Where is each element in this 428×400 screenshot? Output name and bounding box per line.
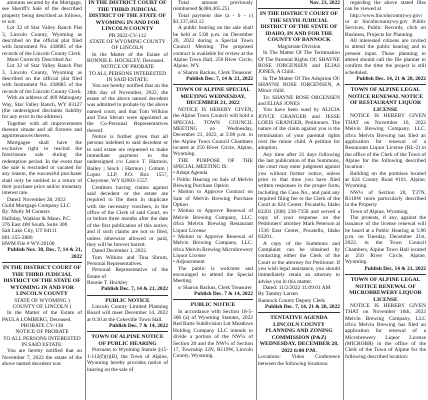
notice-paragraph: http://www.lincolncountywy.gov/ or at lincolncountywy.gov Public Services, Public Records, click on Business, Projects for Planning.	[345, 12, 426, 38]
notice-separator	[173, 299, 253, 300]
notice-paragraph: A public hearing on the sale shall be held at 5:00 p.m. on December 20, 2022 during a Special Town Council Meeting. The proposed contract is available for review at the Alpine Town Hall, 250 River Circle, Alpine, WY.	[173, 25, 253, 70]
notice-separator	[345, 274, 426, 275]
notice-paragraph: You are hereby notified that on the 28th day of November, 2022, the estate of the above named decedent was admitted to probate by the above named court, and that Tom Wilkins and Tina Shrum were appointed as the Co-Personal Representatives thereof.	[87, 83, 168, 134]
notice-line: HWM File # WY-20100	[2, 241, 55, 248]
publication-dates: Publish Dec. 7 & 14, 2022	[194, 290, 253, 297]
notice-separator	[173, 84, 253, 85]
notice-paragraph: Dated: 11/2/2022 11:09:01 AM	[263, 284, 331, 291]
column-divider	[343, 0, 344, 400]
publication-dates: Nov. 23, 2022	[309, 0, 340, 6]
notice-heading: TOWN OF ALPINE LEGAL NOTICE RENEWAL OF MICROBREWERY LIQUOR LICENSE	[349, 277, 422, 303]
notice-separator	[258, 312, 340, 313]
notice-paragraph: A copy of the Summons and Complaint can be obtained by contacting either the Clerk of the Court or the attorney for Petitioner. If you wish legal assistance, you should immediately retain an attorney to advise you in this matter.	[258, 240, 340, 285]
notice-paragraph: THE PURPOSE OF THE SPECIAL MEETING IS:	[173, 157, 253, 171]
notice-centered-line: Magistrate Division	[277, 43, 321, 50]
notice-line: • Motion to Approve Contract on Sale of Melvin Brewing Purchase Option	[173, 189, 253, 209]
notice-line: • Motion to Approve Renewal of Melvin Brewing Company, LLC. d/b/a Melvin Brewing Microbrewery Liquor License	[173, 233, 253, 259]
publication-dates: Publish Dec. 7, 14, 21 & 28, 2022	[264, 303, 340, 310]
notice-centered-line: STATE OF WYOMING )	[14, 297, 70, 304]
notice-paragraph: Personal Representative of the Estate of	[87, 267, 168, 280]
notice-heading: TOWN OF ALPINE NOTICE OF PUBLIC HEARING	[91, 334, 164, 347]
notice-paragraph: In the Matter of the Estate of RONNIE E. HOCKLEY, Deceased.	[87, 51, 168, 64]
notice-heading: IN THE DISTRICT COURT OF THE SIXTH JUDICIAL DISTRICT OF THE STATE OF IDAHO, IN AND FOR THE COUNTY OF BANNOCK	[259, 11, 339, 44]
notice-paragraph: Tom Wilkins and Tina Shrum, Personal Representatives.	[87, 254, 168, 267]
notice-paragraph: The protests, if any, against the issuance of the license renewal will be heard at a Public Hearing at 5:00 p.m. on Tuesday, December 21st, 2022, in the Town Council Chambers, Alpine Town Hall located at 250 River Circle, Alpine, Wyoming.	[345, 214, 426, 266]
notice-paragraph: Lot 32 of Star Valley Ranch Plat 3, Lincoln County, Wyoming as described on the official plat filed with Instrument No. 438885 of the records of the Lincoln County Clerk.	[2, 63, 82, 95]
notice-paragraph: All interested citizens are invited to attend the public hearing and to present input. Those planning to attend should call the file planner to confirm the time the project is still scheduled.	[345, 38, 426, 76]
notice-paragraph: Town of Alpine, Wyoming	[350, 208, 408, 215]
notice-line: Locations: Video Conference between the following locations:	[258, 354, 340, 367]
notice-paragraph: amounts secured by the Mortgage, see Sheriff's Sale of the described property being described as follows, to wit:	[2, 0, 82, 26]
notice-separator	[87, 331, 168, 332]
column-divider	[171, 0, 172, 400]
column-divider	[85, 0, 86, 400]
notice-paragraph: Total payment due (a - b - c) $3,137,463.12	[173, 12, 253, 26]
notice-line: Halliday, Watkins & Mann, P.C.	[2, 215, 72, 222]
notice-line: Salt Lake City, UT 84111	[2, 228, 57, 235]
notice-heading: TOWN OF ALPINE LEGAL NOTICE RENEWAL NOTICE OF RESTAURANT LIQUOR LICENSE	[348, 87, 423, 113]
notice-line: Ronnie T. Hockley	[87, 279, 128, 286]
notice-paragraph: Dated December 1, 2022.	[92, 248, 148, 255]
notice-paragraph: In The Matter Of The Termination Of The Parental Rights Of: SHAYNE ROSE JORGENSEN and ELIAS JONES, A Child.	[258, 50, 340, 76]
notice-line: Bannock County Deputy Clerk	[258, 297, 325, 304]
column-1	[2, 0, 82, 400]
notice-paragraph: Mortgagee shall have the exclusive right to rescind the foreclosure sale during the redemption period. In the event that the sale is rescinded or vacated for any reason, the successful purchaser shall only be entitled to a return of their purchase price and/or monetary interest rate.	[2, 139, 82, 197]
column-3	[173, 0, 253, 400]
notice-paragraph: You are hereby notified that on November 7, 2022 the estate of the above named decedent was	[2, 348, 82, 368]
publication-dates: Publish Dec. 7, 14 & 21, 2022	[186, 76, 253, 83]
notice-centered-line: STATE OF WYOMING COUNTY OF LINCOLN	[89, 38, 166, 52]
notice-paragraph: NOTICE IS HEREBY GIVEN, the Alpine Town Council will hold a SPECIAL TOWN COUNCIL MEETING on Wednesday, December 21, 2022, at 5:00 p.m. in the Alpine Town Council Chambers located at 250 River Circle, Alpine, Wyoming.	[173, 106, 253, 158]
notice-paragraph: With an address of 469 Mahogany Way, Star Valley Ranch, WY 83127 (the undersigned disclaims liability for any error in the address).	[2, 95, 82, 121]
notice-separator	[345, 84, 426, 85]
notice-paragraph: Total amount previously reimbursed $(486,465.25)	[173, 0, 253, 13]
notice-paragraph: The public is welcome and encouraged to attend the Special Meeting.	[173, 265, 253, 285]
notice-line: • Motion to Approve Renewal of Melvin Brewing Company, LLC. d/b/a Melvin Brewing Restaurant Liquor License	[173, 208, 253, 234]
notice-separator	[2, 262, 82, 263]
notice-heading: TOWN OF ALPINE SPECIAL MEETING WEDNESDAY, DECEMBER 21, 2022	[175, 87, 251, 107]
notice-paragraph: regarding the above stated files can be viewed at	[345, 0, 426, 13]
notice-paragraph: Lincoln County Limited Planning Board will meet December 14, 2022 at 6:30 at the Cokeville Town Hall.	[87, 304, 168, 323]
notice-paragraph: Notice is further given that all persons indebted to said decedent or to said estate are requested to make immediate payment to the undersigned c/o Lance T. Harmon, Bailey | Stock | Harmon | Cottam | Lopez LLP, P.O. Box 1557, Cheyenne, WY 82003-1557.	[87, 134, 168, 185]
notice-paragraph: Together with all improvements thereon situate and all fixtures and appurtenances thereto.	[2, 120, 82, 140]
notice-centered-line: PROBATE CV-138	[20, 322, 64, 329]
notice-paragraph: NOTICE IS HEREBY GIVEN THAT on November 16, 2022 Melvin Brewing Company, LLC. d/b/a Melvin Brewing has filed an application for renewal of a Restaurant Liquor License (RL-2) in the office of the Clerk of the Town of Alpine for the following described location:	[345, 113, 426, 171]
notice-paragraph: Lot 32 of Star Valley Ranch Plat 3, Lincoln County, Wyoming as described on the official plat filed with Instrument No. 438885 of the records of the Lincoln County Clerk.	[2, 25, 82, 57]
publication-dates: Publish Dec. 14, 21 & 28, 2022	[356, 76, 426, 83]
notice-paragraph: In the Matter of the Estate of PAULA LOMBERG, Deceased.	[2, 310, 82, 323]
column-divider	[256, 0, 257, 400]
notice-paragraph: In The Matter Of The Adoption Of: SHAYNE ROSE JORGENSEN, A Minor child.	[258, 75, 340, 95]
notice-paragraph: To: SHAYNE ROSE ORGENSEN and ELIAS JONES	[258, 94, 340, 107]
notice-line: 376 East 400 South, Suite 300	[2, 222, 68, 229]
notice-line: • Adopt Agenda	[173, 170, 208, 177]
notice-line: 801-355-2886	[2, 234, 33, 241]
column-2	[87, 0, 168, 400]
notice-separator	[258, 8, 340, 9]
notice-centered-line: COUNTY OF LINCOLN )	[12, 303, 72, 310]
notice-paragraph: NOTICE IS HEREBY GIVEN THAT on November 16th, 2022 Melvin Brewing Company, LLC d/b/a Melvin Brewing has filed an application for renewal of a Microbrewery Liquor License (MICROBR) in the office of the Clerk of the Town of Alpine for the following described location:	[345, 303, 426, 360]
notice-centered-line: NOTICE OF PROBATE	[100, 64, 155, 71]
notice-paragraph: Building on the premises located at 624 County Road #101, Alpine, Wyoming.	[345, 170, 426, 190]
publication-dates: Publish Nov. 30, Dec. 7, 14 & 21, 2022	[7, 247, 82, 260]
notice-paragraph: Dated: November 28, 2022	[7, 196, 66, 203]
notice-paragraph: Creditors having claims against said decedent or the estate are required to file them in duplicate with the necessary vouchers, in the office of the Clerk of said Court, on or before three months after the date of the first publication of this notice, and if such claims are not so filed, unless otherwise allowed or paid, they will be forever barred.	[87, 184, 168, 248]
notice-line: Guild Mortgage Company LLC	[2, 203, 71, 209]
notice-centered-line: TO ALL PERSONS INTERESTED IN SAID ESTATE:	[3, 335, 81, 348]
notice-heading: IN THE DISTRICT COURT OF THE THIRD JUDICIAL DISTRICT OF THE STATE OF WYOMING IN AND FOR LINCOLN COUNTY	[2, 265, 82, 298]
notice-heading: PUBLIC NOTICE	[190, 302, 236, 309]
notice-paragraph: s/ Sharon Backus, Clerk Treasurer	[178, 284, 252, 291]
notice-centered-line: TO ALL PERSONS INTERESTED IN SAID ESTATE:	[88, 70, 167, 83]
notice-line: By: Molly M Conners	[2, 209, 50, 216]
notice-line: By Tammy Larsen	[258, 291, 298, 298]
publication-dates: Publish Dec. 7, 14 & 21, 2022	[101, 286, 168, 293]
publication-dates: Publish Dec. 14 & 21, 2022	[364, 265, 426, 272]
publication-dates: Publish Dec. 7 & 14, 2022	[109, 323, 168, 330]
notice-paragraph: More Correctly Described As:	[7, 57, 73, 64]
notice-line: • Public Hearing on Sale of Melvin Brewing Purchase Option	[173, 176, 253, 190]
notice-separator	[87, 295, 168, 296]
notice-line: • Adjournment	[173, 259, 205, 266]
notice-heading: IN THE DISTRICT COURT OF THE THIRD JUDICIAL DISTRICT OF THE STATE OF WYOMING IN AND FOR LINCOLN COUNTY	[88, 0, 167, 32]
notice-paragraph: You have been sued by ALICIA JOYCE GRANGER and JESSE LOEIS GRANGER, Petitioners. The nature of the claim against you is the termination of your parental rights over the minor child. A petition for adoption.	[258, 107, 340, 152]
notice-centered-line: NOTICE OF PROBATE	[15, 329, 69, 336]
column-5	[345, 0, 426, 400]
notice-heading: PUBLIC NOTICE	[105, 297, 150, 304]
notice-paragraph: NW¼ of Section 20, T37N, R118W more particularly described in the Property	[345, 189, 426, 209]
notice-paragraph: In accordance with Section 18-5-306 (a) of Wyoming Statutes, 2022 Red Butte Subdivision Lot Meadows Holding Company LLC intends to divide a portion of the NW¼ of Section 20 and the NW¼ of Section 17, Township 32N, R119W, Lincoln County, Wyoming.	[173, 308, 253, 360]
notice-heading: TENTATIVE AGENDA LINCOLN COUNTY PLANNING AND ZONING COMMISSION (P&Z) WEDNESDAY, DECEMBER 28, 2022 6:00 P.M.	[259, 315, 339, 354]
notice-centered-line: PR 2022-CV-112	[108, 32, 147, 39]
notice-paragraph: Any time after 21 days following the last publication of this Summons, the court may enter judgment against you without further notice, unless prior to that time you have filed written responses in the proper form, including the Case No., and paid any required filing fee to the Clerk of the Court at 624 Center, Pocatello, Idaho 83201 (208) 236-7358 and served a copy of your response on the Petitioners' attorney Mark Peterson at 1536 East Center, Pocatello, Idaho 83201.	[258, 151, 340, 241]
column-4	[258, 0, 340, 400]
notice-paragraph: Pursuant to Wyoming Statute §15-1-112(f)(i)(B), the Town of Alpine, Wyoming hereby provides notice of hearing on the sale of	[87, 347, 168, 373]
notice-paragraph: s/ Sharon Backus, Clerk Treasurer	[178, 69, 252, 76]
